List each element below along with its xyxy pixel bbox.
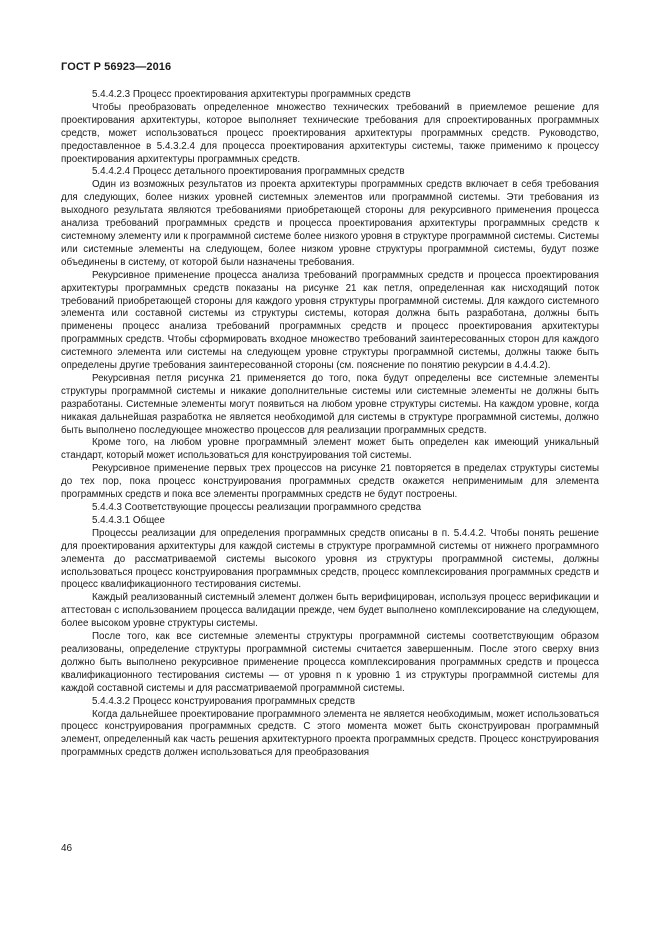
section-heading: 5.4.4.2.4 Процесс детального проектирования программных средств: [92, 166, 405, 178]
document-header: ГОСТ Р 56923—2016: [61, 61, 172, 73]
paragraph: Кроме того, на любом уровне программный элемент может быть определен как имеющий уникальный стандарт, который может использоваться для конструирования той системы.: [61, 437, 599, 462]
section-heading: 5.4.4.2.3 Процесс проектирования архитектуры программных средств: [92, 89, 411, 100]
paragraph: Рекурсивное применение процесса анализа требований программных средств и процесса проектирования архитектуры программных средств показаны на рисунке 21 как петля, определенная как нисходящий поток требований приобретающей стороны для каждого уровня структуры программной системы. Для каждого системного элемента или составной системы из структуры системы, которая должна быть разработана, должны быть применены процесс анализа требований программных средств и процесс проектирования архитектуры программных средств. Чтобы сформировать входное множество требований заинтересованных сторон для каждого системного элемента или системы на следующем уровне структуры программной системы, должны также быть определены другие требования заинтересованной стороны (см. пояснение по понятию рекурсии в 4.4.4.2).: [61, 269, 599, 372]
paragraph: Каждый реализованный системный элемент должен быть верифицирован, используя процесс верификации и аттестован с использованием процесса валидации прежде, чем будет выполнено комплексирование на следующем, более высоком уровне структуры системы.: [61, 592, 599, 630]
paragraph: Процессы реализации для определения программных средств описаны в п. 5.4.4.2. Чтобы понять решение для проектирования архитектуры для каждой системы в структуре программной системы от нижнего программного элемента до рассматриваемой системы высокого уровня из структуры программной системы, должны использоваться процесс конструирования программных средств, процесс комплексирования программных средств и процесс квалификационного тестирования системы.: [61, 527, 599, 591]
paragraph: Рекурсивная петля рисунка 21 применяется до того, пока будут определены все системные элементы структуры программной системы и никакие дополнительные системы или системные элементы не должны быть разработаны. Системные элементы могут появиться на любом уровне структуры системы. На каждом уровне, когда никакая дальнейшая разработка не является необходимой для системы в структуре программной системы, должно быть выполнено последующее множество процессов для реализации программных средств.: [61, 372, 599, 436]
paragraph: Чтобы преобразовать определенное множество технических требований в приемлемое решение для проектирования архитектуры, которое выполняет технические требования для спроектированных программных средств, может использоваться процесс проектирования архитектуры программных средств. Руководство, предоставленное в 5.4.3.2.4 для процесса проектирования архитектуры системы, также применимо к процессу проектирования архитектуры программных средств.: [61, 101, 599, 165]
section-heading: 5.4.4.3 Соответствующие процессы реализации программного средства: [92, 502, 422, 513]
paragraph: Один из возможных результатов из проекта архитектуры программных средств включает в себя требования для следующих, более низких уровней системных элементов или программной системы. Эти требования из выходного результата являются требованиями приобретающей стороны для рекурсивного применения процесса анализа требований программных средств и процесса проектирования архитектуры программных средств к системному элементу или к программной системе более низкого уровня в структуре программной системы. Системы или системные элементы на следующем, более низком уровне структуры программной системы, будут позже объединены в систему, от которой были назначены требования.: [61, 179, 599, 268]
paragraph: После того, как все системные элементы структуры программной системы соответствующим образом реализованы, определение структуры программной системы считается завершенным. После этого сверху вниз должно быть выполнено рекурсивное применение процесса комплексирования программных средств и процесса квалификационного тестирования системы — от уровня n к уровню 1 из структуры программной системы для каждой составной системы и для рассматриваемой программной системы.: [61, 631, 599, 694]
page-number: 46: [61, 843, 73, 854]
paragraph: Когда дальнейшее проектирование программного элемента не является необходимым, может использоваться процесс конструирования программных средств. С этого момента может быть сконструирован программный элемент, определенный как часть решения архитектурного проекта программных средств. Процесс конструирования программных средств должен использоваться для преобразования: [61, 708, 599, 759]
section-heading: 5.4.4.3.2 Процесс конструирования программных средств: [92, 695, 356, 707]
body-text: [61, 89, 599, 760]
paragraph: Рекурсивное применение первых трех процессов на рисунке 21 повторяется в пределах структуры системы до тех пор, пока процесс конструирования программных средств окажется неприменимым для элемента программных средств и пока все элементы программных средств не будут построены.: [61, 463, 599, 501]
section-heading: 5.4.4.3.1 Общее: [92, 514, 165, 526]
